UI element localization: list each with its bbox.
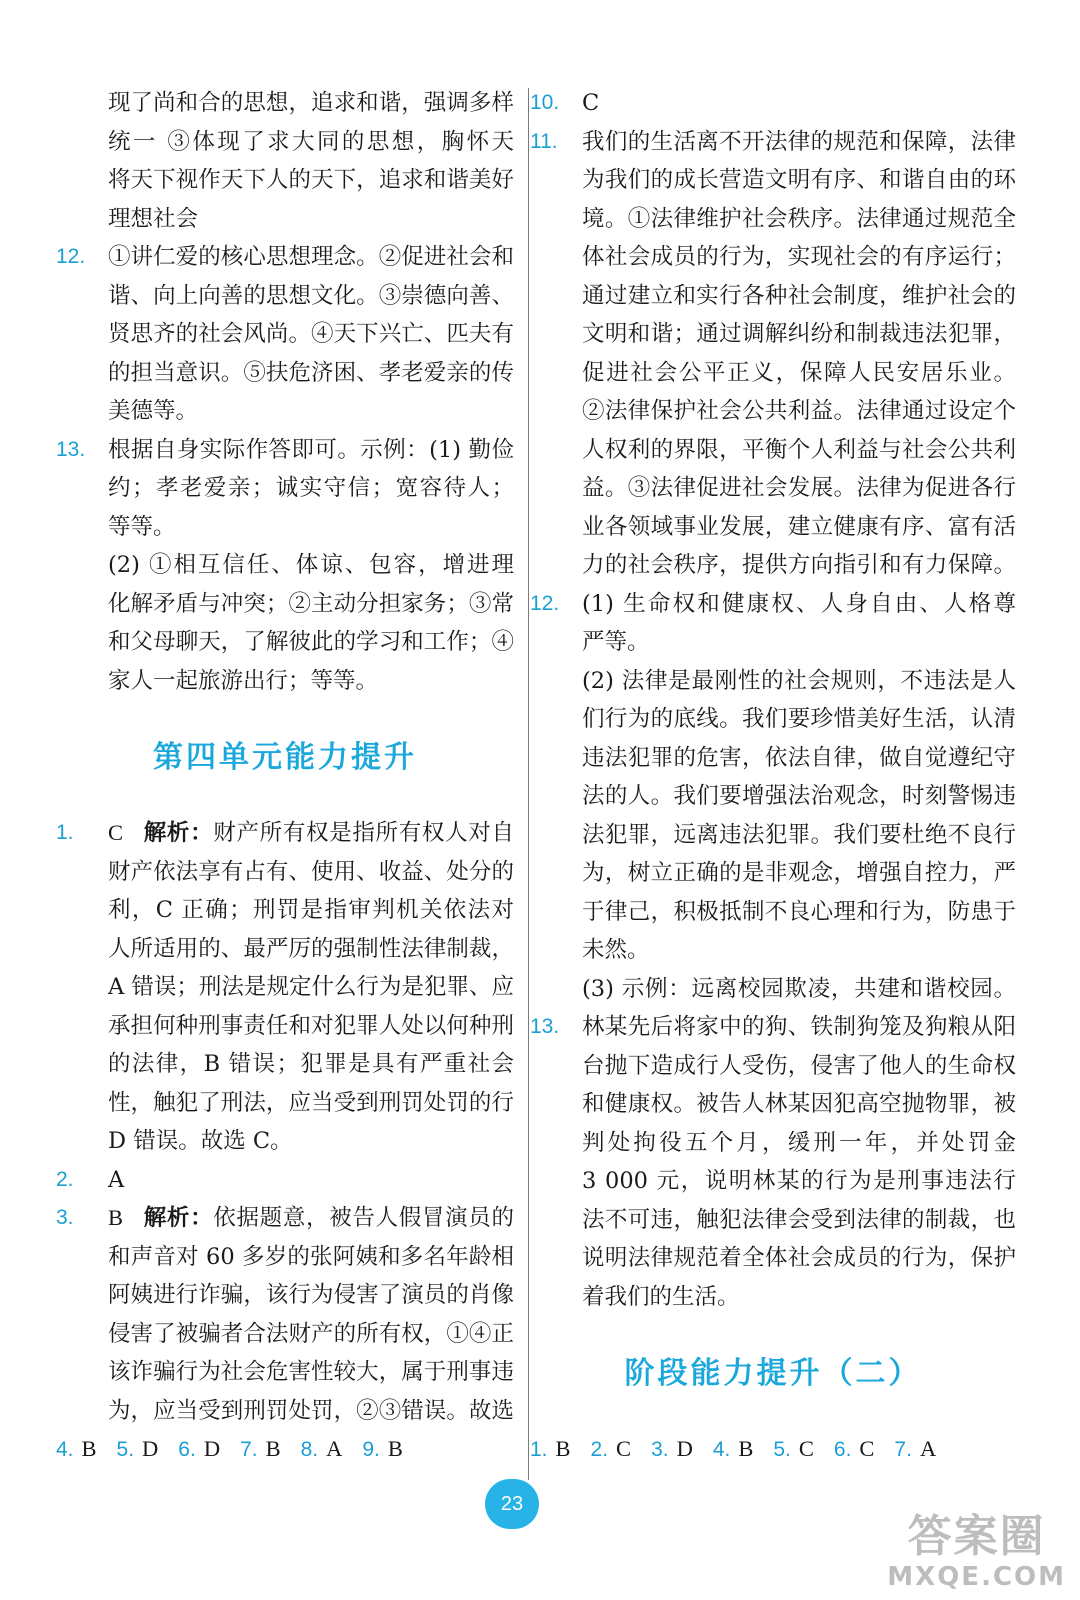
text-line: 促进社会公平正义，保障人民安居乐业。 bbox=[582, 359, 1016, 386]
text-line: 境。①法律维护社会秩序。法律通过规范全 bbox=[582, 205, 1016, 232]
text-line: 该诈骗行为社会危害性较大，属于刑事违 bbox=[108, 1359, 514, 1385]
text-line: 力的社会秩序，提供方向指引和有力保障。 bbox=[582, 552, 1016, 578]
question-1 bbox=[56, 814, 514, 1161]
text-line: 林某先后将家中的狗、铁制狗笼及狗粮从阳 bbox=[582, 1014, 1016, 1040]
text-line: 法犯罪，远离违法犯罪。我们要杜绝不良行 bbox=[582, 821, 1016, 848]
text-line: 化解矛盾与冲突；②主动分担家务；③常 bbox=[108, 590, 514, 617]
question-number: 7. bbox=[894, 1438, 912, 1461]
text-line: 们行为的底线。我们要珍惜美好生活，认清 bbox=[582, 706, 1016, 732]
text-line: D 错误。故选 C。 bbox=[108, 1128, 293, 1154]
answer-choice: B bbox=[108, 1205, 124, 1230]
answer-choice: D bbox=[142, 1436, 159, 1461]
question-12 bbox=[56, 238, 514, 431]
answer-choice: B bbox=[555, 1436, 571, 1461]
right-column bbox=[530, 84, 1016, 1470]
answer-lines bbox=[108, 431, 514, 701]
watermark-url: MXQE.COM bbox=[887, 1562, 1066, 1592]
text-line: 美德等。 bbox=[108, 398, 199, 424]
question-number: 12. bbox=[530, 591, 560, 615]
question-number: 10. bbox=[530, 91, 560, 114]
answer-choice: C bbox=[798, 1436, 814, 1461]
text-line: ②法律保护社会公共利益。法律通过设定个 bbox=[582, 398, 1016, 424]
question-number: 1. bbox=[56, 821, 74, 844]
question-number: 4. bbox=[712, 1438, 731, 1461]
answers-row-1-7 bbox=[530, 1430, 1016, 1470]
answer-lines bbox=[582, 1008, 1016, 1316]
answer-choice: C bbox=[108, 820, 124, 845]
section-heading-stage-2: 阶段能力提升（二） bbox=[624, 1356, 922, 1391]
analysis-lines bbox=[108, 853, 514, 1161]
text-line: 人所适用的、最严厉的强制性法律制裁， bbox=[108, 935, 514, 962]
text-line: 着我们的生活。 bbox=[582, 1283, 740, 1310]
question-number: 7. bbox=[240, 1438, 258, 1461]
answer-choice: A bbox=[108, 1166, 125, 1193]
text-line: ①讲仁爱的核心思想理念。②促进社会和 bbox=[108, 244, 514, 270]
text-line: 财产依法享有占有、使用、收益、处分的 bbox=[108, 858, 514, 885]
text-line: A 错误；刑法是规定什么行为是犯罪、应 bbox=[108, 974, 514, 1000]
question-number: 6. bbox=[833, 1438, 852, 1461]
text-line: 通过建立和实行各种社会制度，维护社会的 bbox=[582, 282, 1016, 309]
answer-choice: D bbox=[203, 1436, 221, 1461]
text-line: 和声音对 60 多岁的张阿姨和多名年龄相 bbox=[108, 1243, 514, 1270]
text-line: 文明和谐；通过调解纠纷和制裁违法犯罪， bbox=[582, 321, 1016, 347]
analysis-label: 解析： bbox=[143, 820, 214, 846]
question-2 bbox=[56, 1161, 514, 1200]
text-line: 于律己，积极抵制不良心理和行为，防患于 bbox=[582, 898, 1016, 925]
answer-choice: B bbox=[387, 1436, 403, 1461]
question-number: 9. bbox=[362, 1438, 380, 1461]
text-line: 人权利的界限，平衡个人利益与社会公共利 bbox=[582, 436, 1016, 463]
question-number: 1. bbox=[530, 1438, 548, 1461]
answer-lines bbox=[108, 238, 514, 431]
question-12-right bbox=[530, 585, 1016, 1009]
text-line: 性，触犯了刑法，应当受到刑罚处罚的行 bbox=[108, 1089, 514, 1116]
text-line: 侵害了被骗者合法财产的所有权，①④正 bbox=[108, 1320, 514, 1347]
question-number: 2. bbox=[590, 1438, 609, 1461]
question-number: 6. bbox=[178, 1438, 196, 1461]
text-line: 为，树立正确的是非观念，增强自控力，严 bbox=[582, 860, 1016, 886]
analysis-label: 解析： bbox=[143, 1205, 214, 1231]
column-divider bbox=[528, 88, 529, 1480]
text-line: 说明法律规范着全体社会成员的行为，保护 bbox=[582, 1245, 1016, 1271]
left-column bbox=[56, 84, 514, 1470]
question-number: 12. bbox=[56, 245, 86, 268]
analysis-text: 财产所有权是指所有权人对自 bbox=[213, 820, 514, 846]
answer-choice: D bbox=[676, 1436, 693, 1461]
answer-first-line bbox=[108, 1199, 514, 1238]
text-line: (2) 法律是最刚性的社会规则，不违法是人 bbox=[582, 667, 1016, 694]
text-line: 3 000 元，说明林某的行为是刑事违法行 bbox=[582, 1168, 1016, 1194]
text-line: 等等。 bbox=[108, 513, 176, 540]
question-number: 3. bbox=[651, 1438, 669, 1461]
question-3 bbox=[56, 1199, 514, 1430]
text-line: 台抛下造成行人受伤，侵害了他人的生命权 bbox=[582, 1052, 1016, 1079]
text-line: 现了尚和合的思想，追求和谐，强调多样 bbox=[108, 90, 514, 116]
question-11 bbox=[530, 123, 1016, 585]
question-13-right bbox=[530, 1008, 1016, 1316]
text-line: (2) ①相互信任、体谅、包容，增进理 bbox=[108, 552, 514, 578]
text-line: 和健康权。被告人林某因犯高空抛物罪，被 bbox=[582, 1091, 1016, 1117]
text-line: 谐、向上向善的思想文化。③崇德向善、 bbox=[108, 282, 514, 309]
answer-choice: C bbox=[616, 1436, 632, 1461]
question-10 bbox=[530, 84, 1016, 123]
text-line: 违法犯罪的危害，依法自律，做自觉遵纪守 bbox=[582, 744, 1016, 771]
watermark-logo bbox=[887, 1512, 1066, 1592]
watermark-text: 答案圈 bbox=[907, 1511, 1046, 1562]
text-line: 根据自身实际作答即可。示例：(1) 勤俭 bbox=[108, 436, 514, 463]
question-number: 13. bbox=[530, 1015, 560, 1038]
question-number: 5. bbox=[773, 1438, 791, 1461]
text-line: 阿姨进行诈骗，该行为侵害了演员的肖像 bbox=[108, 1282, 514, 1308]
question-number: 8. bbox=[300, 1438, 319, 1461]
continuation-lines bbox=[108, 84, 514, 238]
question-13 bbox=[56, 431, 514, 701]
analysis-lines bbox=[108, 1238, 514, 1431]
answer-lines bbox=[582, 585, 1016, 1009]
question-number: 3. bbox=[56, 1206, 74, 1229]
answer-choice: C bbox=[582, 90, 600, 116]
analysis-text: 依据题意，被告人假冒演员的 bbox=[213, 1205, 514, 1231]
text-line: 贤思齐的社会风尚。④天下兴亡、匹夫有 bbox=[108, 321, 514, 347]
text-line: 将天下视作天下人的天下，追求和谐美好 bbox=[108, 167, 514, 193]
answer-choice: B bbox=[81, 1436, 97, 1461]
text-line: 为，应当受到刑罚处罚，②③错误。故选 bbox=[108, 1397, 514, 1424]
text-line: 利，C 正确；刑罚是指审判机关依法对 bbox=[108, 897, 514, 923]
answer-choice: B bbox=[738, 1436, 754, 1461]
text-line: 理想社会 bbox=[108, 205, 199, 232]
text-line: 承担何种刑事责任和对犯罪人处以何种刑 bbox=[108, 1012, 514, 1039]
answer-choice: A bbox=[919, 1436, 937, 1461]
text-line: 和父母聊天，了解彼此的学习和工作；④ bbox=[108, 629, 514, 655]
text-line: 为我们的成长营造文明有序、和谐自由的环 bbox=[582, 167, 1016, 193]
answer-lines bbox=[582, 123, 1016, 585]
continuation-block bbox=[56, 84, 514, 238]
page-number-badge: 23 bbox=[485, 1479, 539, 1529]
text-line: 我们的生活离不开法律的规范和保障，法律 bbox=[582, 128, 1016, 155]
text-line: (1) 生命权和健康权、人身自由、人格尊 bbox=[582, 590, 1016, 617]
question-number: 4. bbox=[56, 1438, 74, 1461]
question-number: 2. bbox=[56, 1167, 74, 1191]
question-number: 11. bbox=[530, 129, 558, 153]
section-heading-unit-4: 第四单元能力提升 bbox=[153, 740, 417, 775]
question-number: 5. bbox=[116, 1438, 135, 1461]
text-line: 体社会成员的行为，实现社会的有序运行； bbox=[582, 244, 1016, 270]
text-line: 业各领域事业发展，建立健康有序、富有活 bbox=[582, 513, 1016, 540]
text-line: 益。③法律促进社会发展。法律为促进各行 bbox=[582, 475, 1016, 501]
text-line: 法不可违，触犯法律会受到法律的制裁，也 bbox=[582, 1206, 1016, 1233]
answers-row-4-9 bbox=[56, 1430, 514, 1470]
text-line: 家人一起旅游出行；等等。 bbox=[108, 667, 379, 694]
text-line: (3) 示例：远离校园欺凌，共建和谐校园。 bbox=[582, 975, 1016, 1002]
text-line: 法的人。我们要增强法治观念，时刻警惕违 bbox=[582, 783, 1016, 809]
text-line: 统一 ③体现了求大同的思想，胸怀天 bbox=[108, 128, 514, 155]
text-line: 未然。 bbox=[582, 937, 650, 963]
text-line: 的担当意识。⑤扶危济困、孝老爱亲的传 bbox=[108, 359, 514, 386]
text-line: 的法律，B 错误；犯罪是具有严重社会 bbox=[108, 1051, 514, 1077]
answer-choice: A bbox=[326, 1436, 343, 1461]
text-line: 严等。 bbox=[582, 629, 650, 655]
text-line: 约；孝老爱亲；诚实守信；宽容待人； bbox=[108, 475, 514, 501]
answer-choice: B bbox=[265, 1436, 281, 1461]
text-line: 判处拘役五个月，缓刑一年，并处罚金 bbox=[582, 1129, 1016, 1156]
answer-first-line bbox=[108, 814, 514, 853]
question-number: 13. bbox=[56, 437, 86, 461]
answer-choice: C bbox=[859, 1436, 875, 1461]
